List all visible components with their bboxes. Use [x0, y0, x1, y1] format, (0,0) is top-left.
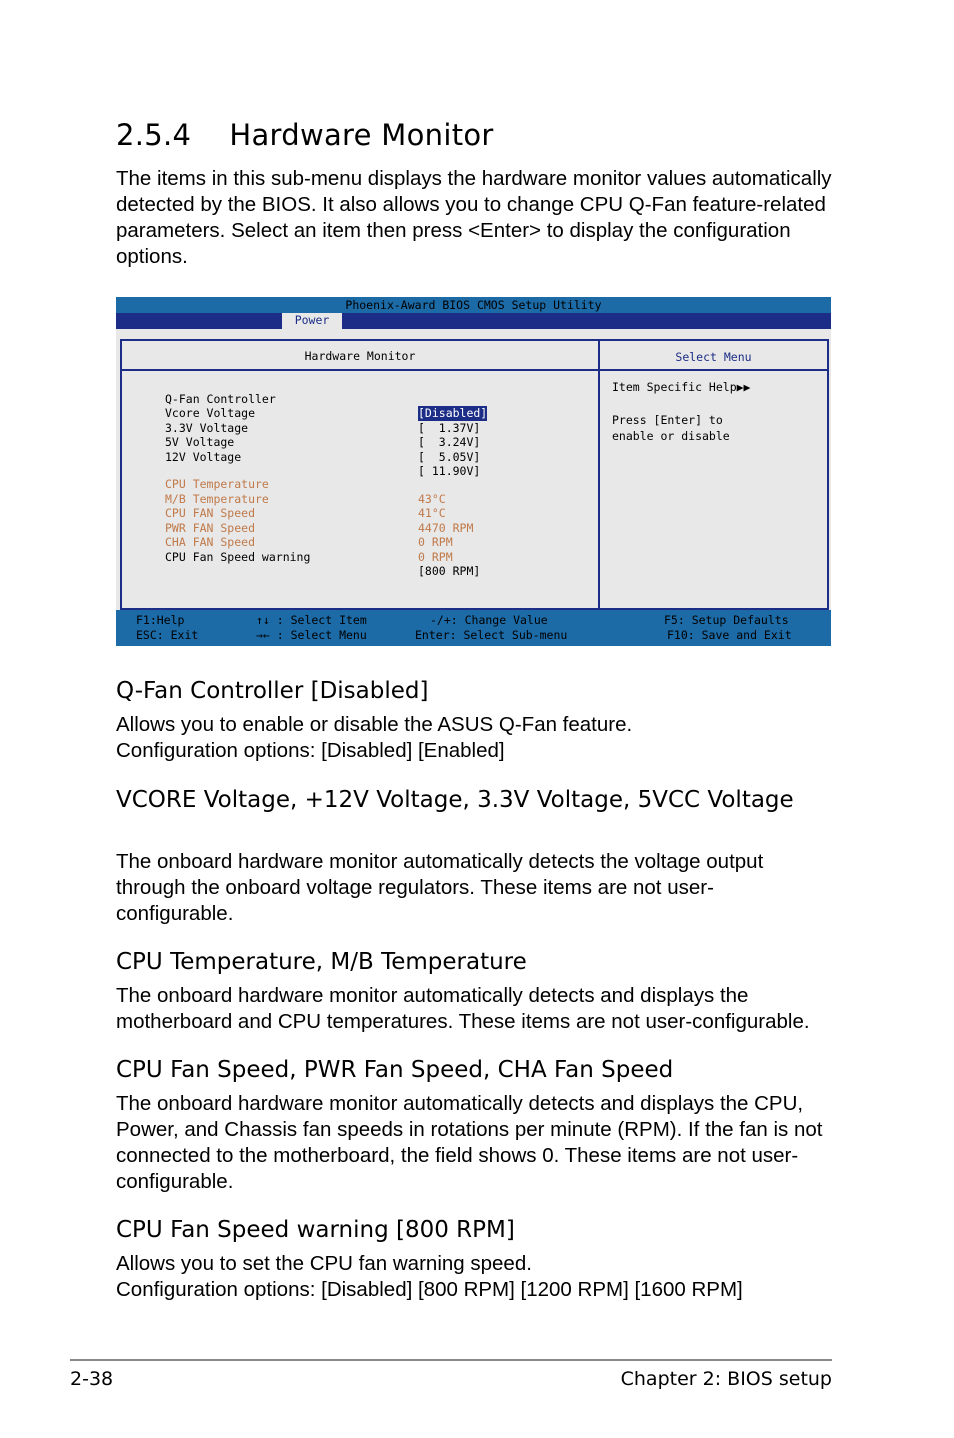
item-label: Q-Fan Controller — [165, 391, 276, 406]
item-label: 3.3V Voltage — [165, 420, 249, 435]
item-value: [ 5.05V] — [418, 449, 481, 464]
help-title: Select Menu — [675, 350, 752, 364]
key-esc: ESC: Exit — [136, 628, 199, 642]
subsection-title: CPU Temperature, M/B Temperature — [116, 949, 527, 975]
item-value: [ 11.90V] — [418, 464, 481, 478]
tab-power[interactable]: Power — [282, 313, 342, 329]
header-divider — [122, 369, 827, 371]
reading-label: CPU FAN Speed — [165, 506, 256, 520]
key-sub-menu: Enter: Select Sub-menu — [415, 628, 568, 642]
subsection-text: Allows you to enable or disable the ASUS Q-Fan feature. Configuration options: [Disabled] [Enabled] — [116, 713, 633, 762]
subsection-title: VCORE Voltage, +12V Voltage, 3.3V Voltage, 5VCC Voltage — [116, 787, 794, 813]
subsection-title: CPU Fan Speed, PWR Fan Speed, CHA Fan Speed — [116, 1057, 674, 1083]
subsection-title: CPU Fan Speed warning [800 RPM] — [116, 1217, 515, 1243]
item-value: [ 3.24V] — [418, 435, 481, 449]
key-select-menu: →← : Select Menu — [256, 628, 367, 642]
item-label: 5V Voltage — [165, 435, 235, 449]
item-label: Vcore Voltage — [165, 406, 256, 420]
panel-divider — [598, 341, 600, 608]
section-title: 2.5.4 Hardware Monitor — [116, 118, 494, 152]
reading-value: 43°C — [418, 491, 446, 506]
reading-value: 0 RPM — [418, 549, 453, 564]
item-value[interactable]: [800 RPM] — [418, 564, 481, 578]
page-number: 2-38 — [70, 1368, 114, 1390]
help-line: enable or disable — [612, 429, 730, 443]
key-select-item: ↑↓ : Select Item — [256, 613, 367, 627]
help-panel — [612, 379, 750, 445]
bios-key-legend — [116, 610, 831, 646]
intro-paragraph: The items in this sub-menu displays the hardware monitor values automatically detected by the BIOS. It also allows you to change CPU Q-Fan feature-related parameters. Select an item then press <Enter> to display the configuration options. — [116, 167, 832, 268]
reading-label: CHA FAN Speed — [165, 535, 256, 549]
reading-value: 41°C — [418, 506, 446, 520]
help-line — [612, 396, 750, 412]
item-label: 12V Voltage — [165, 449, 242, 464]
panel-title: Hardware Monitor — [304, 349, 416, 363]
key-f10: F10: Save and Exit — [667, 628, 792, 642]
subsection-text: The onboard hardware monitor automatically detects the voltage output through the onboard voltage regulators. These items are not user-configurable. — [116, 850, 764, 925]
reading-value: 4470 RPM — [418, 520, 474, 535]
item-label: CPU Fan Speed warning — [165, 549, 311, 564]
footer-rule — [70, 1359, 832, 1361]
key-f1: F1:Help — [136, 613, 185, 627]
reading-value: 0 RPM — [418, 535, 453, 549]
reading-label: M/B Temperature — [165, 491, 269, 506]
reading-label: CPU Temperature — [165, 477, 269, 491]
bios-main-panel — [120, 339, 829, 610]
help-line: Item Specific Help▶▶ — [612, 380, 751, 394]
help-line: Press [Enter] to — [612, 412, 723, 427]
key-change-value: -/+: Change Value — [430, 613, 548, 627]
subsection-text: The onboard hardware monitor automatically detects and displays the CPU, Power, and Chassis fan speeds in rotations per minute (RPM). If the fan is not connected to the motherboard, the field shows 0. These items are not user-configurable. — [116, 1092, 823, 1193]
subsection-title: Q-Fan Controller [Disabled] — [116, 678, 429, 704]
subsection-text: The onboard hardware monitor automatically detects and displays the motherboard and CPU temperatures. These items are not user-configurable. — [116, 984, 810, 1033]
bios-screenshot — [116, 297, 831, 646]
chapter-label: Chapter 2: BIOS setup — [620, 1368, 832, 1390]
bios-item-fan-warning[interactable] — [165, 535, 585, 578]
item-value-selected[interactable]: [Disabled] — [418, 406, 488, 420]
item-value: [ 1.37V] — [418, 420, 481, 435]
bios-tab-bar — [116, 313, 831, 329]
subsection-text: Allows you to set the CPU fan warning speed. Configuration options: [Disabled] [800 RPM] [1200 RPM] [1600 RPM] — [116, 1252, 743, 1301]
bios-item-list — [165, 377, 585, 578]
reading-label: PWR FAN Speed — [165, 520, 256, 535]
key-f5: F5: Setup Defaults — [664, 613, 789, 627]
bios-title: Phoenix-Award BIOS CMOS Setup Utility — [116, 297, 831, 313]
